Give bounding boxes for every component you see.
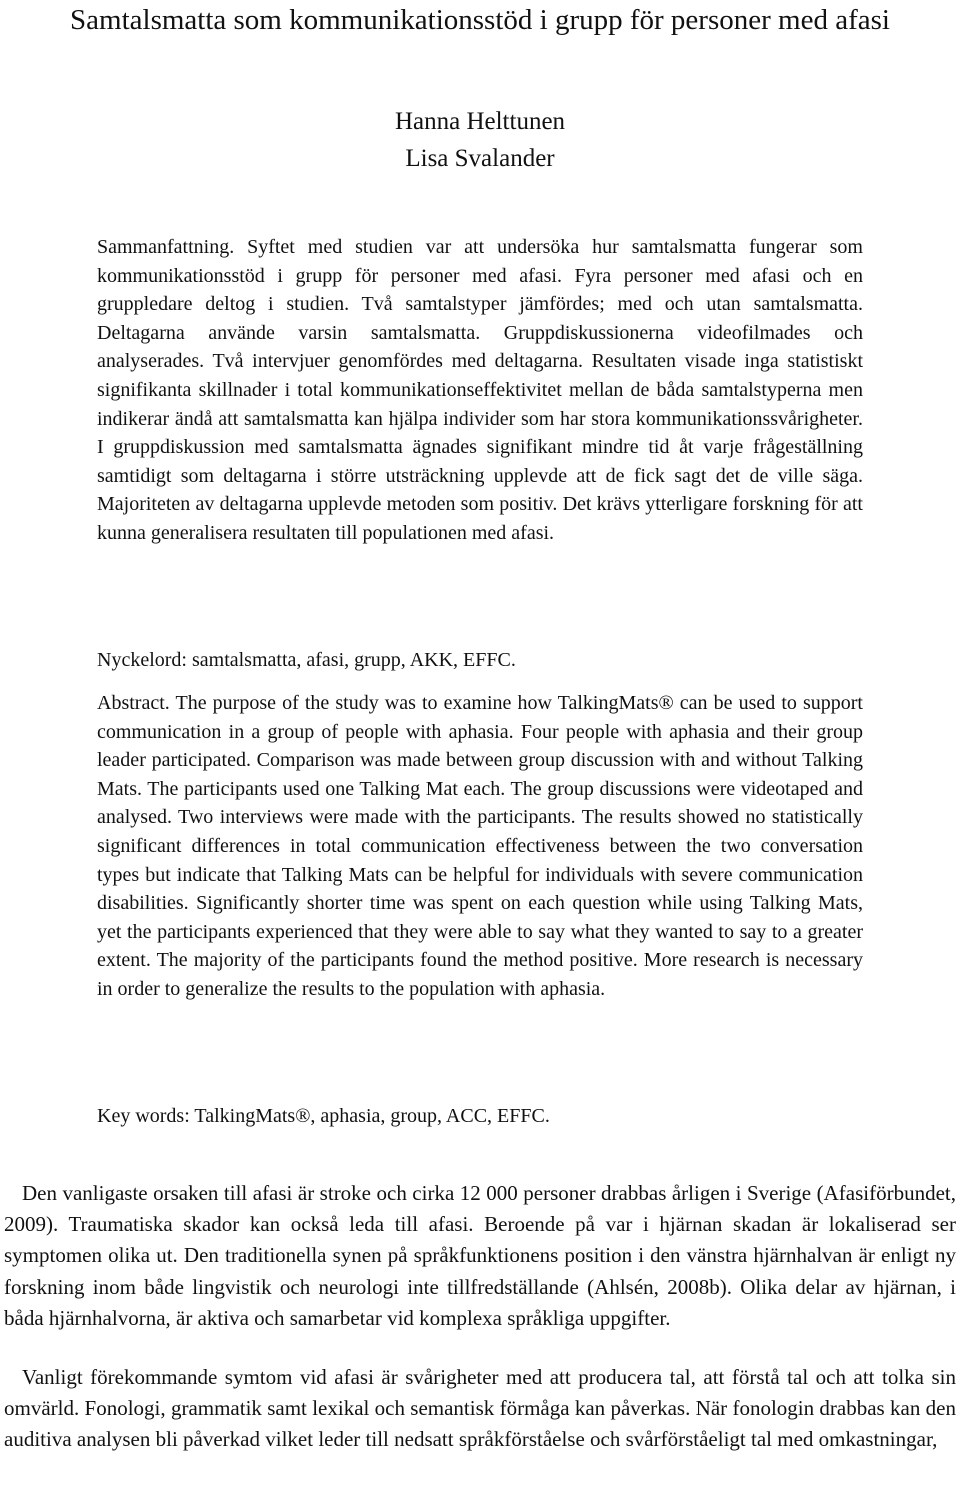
author-list	[40, 103, 920, 177]
english-keywords: Key words: TalkingMats®, aphasia, group, ACC, EFFC.	[97, 1105, 550, 1127]
swedish-keywords: Nyckelord: samtalsmatta, afasi, grupp, AKK, EFFC.	[97, 649, 516, 671]
author-name: Lisa Svalander	[405, 145, 555, 172]
paper-title: Samtalsmatta som kommunikationsstöd i grupp för personer med afasi	[70, 4, 890, 36]
body-paragraph: Vanligt förekommande symtom vid afasi är svårigheter med att producera tal, att förstå tal och att tolka sin omvärld. Fonologi, grammatik samt lexikal och semantisk förmåga kan påverkas. När fonologin drabbas kan den auditiva analysen bli påverkad vilket leder till nedsatt språkförståelse och svårförståeligt tal med omkastningar,	[4, 1365, 956, 1452]
body-paragraph: Den vanligaste orsaken till afasi är stroke och cirka 12 000 personer drabbas årligen i Sverige (Afasiförbundet, 2009). Traumatiska skador kan också leda till afasi. Beroende på var i hjärnan skadan är lokaliserad ser symptomen olika ut. Den traditionella synen på språkfunktionens position i den vänstra hjärnhalvan är enligt ny forskning inom både lingvistik och neurologi inte tillfredställande (Ahlsén, 2008b). Olika delar av hjärnan, i båda hjärnhalvorna, är aktiva och samarbetar vid komplexa språkliga uppgifter.	[4, 1181, 956, 1330]
author-name: Hanna Helttunen	[394, 108, 566, 135]
english-abstract: Abstract. The purpose of the study was to examine how TalkingMats® can be used to support communication in a group of people with aphasia. Four people with aphasia and their group leader participated. Comparison was made between group discussion with and without Talking Mats. The participants used one Talking Mat each. The group discussions were videotaped and analysed. Two interviews were made with the participants. The results showed no statistically significant differences in total communication effectiveness between the two conversation types but indicate that Talking Mats can be helpful for individuals with severe communication disabilities. Significantly shorter time was spent on each question while using Talking Mats, yet the participants experienced that they were able to say what they wanted to say to a greater extent. The majority of the participants found the method positive. More research is necessary in order to generalize the results to the population with aphasia.	[97, 692, 863, 1000]
swedish-abstract: Sammanfattning. Syftet med studien var att undersöka hur samtalsmatta fungerar som kommunikationsstöd i grupp för personer med afasi. Fyra personer med afasi och en gruppledare deltog i studien. Två samtalstyper jämfördes; med och utan samtalsmatta. Deltagarna använde varsin samtalsmatta. Gruppdiskussionerna videofilmades och analyserades. Två intervjuer genomfördes med deltagarna. Resultaten visade inga statistiskt signifikanta skillnader i total kommunikationseffektivitet mellan de båda samtalstyperna men indikerar ändå att samtalsmatta kan hjälpa individer som har stora kommunikationssvårigheter. I gruppdiskussion med samtalsmatta ägnades signifikant mindre tid åt varje frågeställning samtidigt som deltagarna i större utsträckning upplevde att de fick sagt det de ville säga. Majoriteten av deltagarna upplevde metoden som positiv. Det krävs ytterligare forskning för att kunna generalisera resultaten till populationen med afasi.	[97, 236, 863, 544]
